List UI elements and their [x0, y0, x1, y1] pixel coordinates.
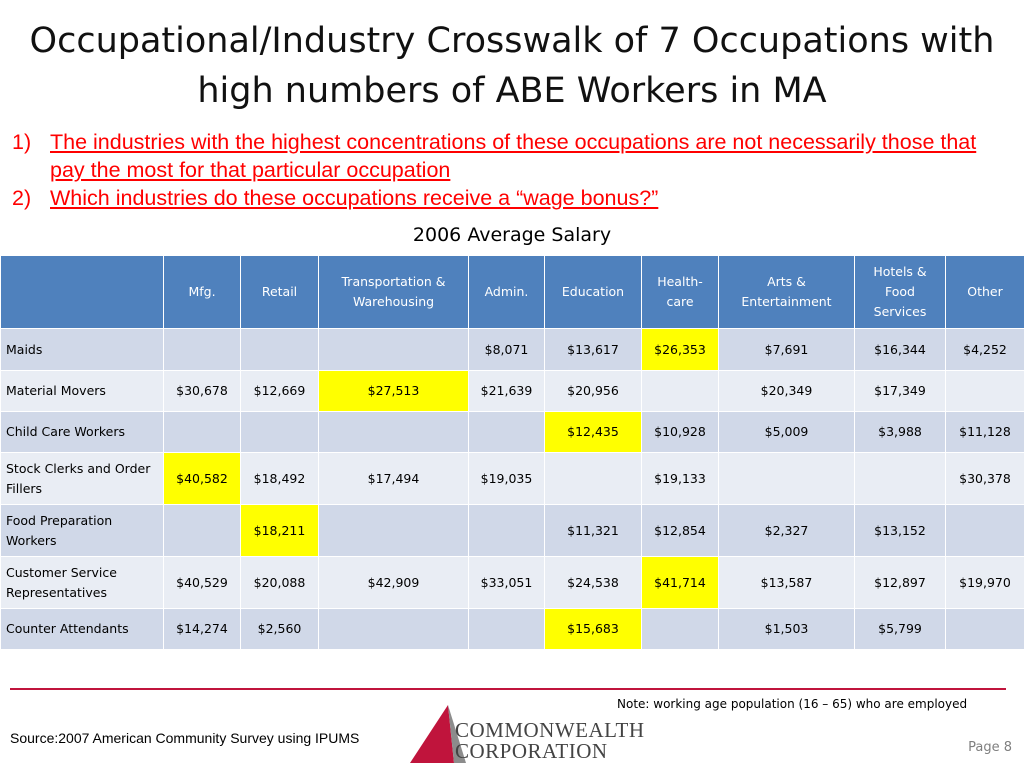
occupation-cell: Maids [1, 329, 164, 371]
occupation-cell: Material Movers [1, 371, 164, 412]
salary-cell [241, 412, 319, 453]
salary-cell: $7,691 [719, 329, 855, 371]
highlighted-salary-cell: $40,582 [164, 453, 241, 505]
highlighted-salary-cell: $15,683 [545, 609, 642, 650]
salary-cell: $17,494 [319, 453, 469, 505]
table-row [1, 505, 1024, 557]
logo-triangle-red [410, 705, 454, 763]
salary-cell: $30,678 [164, 371, 241, 412]
salary-cell: $13,152 [855, 505, 946, 557]
table-row [1, 329, 1024, 371]
salary-cell: $5,009 [719, 412, 855, 453]
header-transportation: Transportation & Warehousing [319, 256, 469, 329]
source-citation: Source:2007 American Community Survey using IPUMS [10, 730, 360, 746]
salary-cell: $19,133 [642, 453, 719, 505]
occupation-cell: Customer Service Representatives [1, 557, 164, 609]
occupation-cell: Counter Attendants [1, 609, 164, 650]
header-admin: Admin. [469, 256, 545, 329]
logo-line-1: COMMONWEALTH [455, 718, 645, 742]
occupation-cell: Food Preparation Workers [1, 505, 164, 557]
salary-cell: $16,344 [855, 329, 946, 371]
key-point-text: Which industries do these occupations receive a “wage bonus?” [50, 186, 659, 210]
title-line-1: Occupational/Industry Crosswalk of 7 Occupations with [29, 21, 995, 61]
header-education: Education [545, 256, 642, 329]
salary-cell: $13,617 [545, 329, 642, 371]
footnote: Note: working age population (16 – 65) who are employed [617, 697, 968, 711]
salary-cell [469, 609, 545, 650]
salary-cell: $30,378 [946, 453, 1024, 505]
salary-cell: $20,956 [545, 371, 642, 412]
salary-cell [545, 453, 642, 505]
key-point-number: 1) [12, 130, 32, 154]
salary-cell: $19,970 [946, 557, 1024, 609]
salary-cell: $21,639 [469, 371, 545, 412]
salary-cell [319, 412, 469, 453]
salary-cell [469, 505, 545, 557]
salary-cell [855, 453, 946, 505]
occupation-cell: Stock Clerks and Order Fillers [1, 453, 164, 505]
salary-cell: $4,252 [946, 329, 1024, 371]
salary-cell: $20,349 [719, 371, 855, 412]
salary-cell [319, 329, 469, 371]
salary-cell: $10,928 [642, 412, 719, 453]
salary-cell: $11,321 [545, 505, 642, 557]
salary-cell [164, 329, 241, 371]
salary-cell: $24,538 [545, 557, 642, 609]
salary-cell: $14,274 [164, 609, 241, 650]
slide-title [20, 16, 1004, 116]
salary-cell [946, 505, 1024, 557]
highlighted-salary-cell: $26,353 [642, 329, 719, 371]
key-points-list [12, 128, 1012, 212]
salary-cell [241, 329, 319, 371]
salary-cell: $20,088 [241, 557, 319, 609]
key-point-2 [12, 184, 1012, 212]
salary-cell [642, 609, 719, 650]
salary-cell: $13,587 [719, 557, 855, 609]
salary-cell: $33,051 [469, 557, 545, 609]
table-subtitle: 2006 Average Salary [412, 224, 612, 246]
table-row [1, 609, 1024, 650]
logo-line-2: CORPORATION [455, 739, 608, 763]
table-row [1, 453, 1024, 505]
salary-cell: $5,799 [855, 609, 946, 650]
salary-cell: $2,560 [241, 609, 319, 650]
salary-cell [319, 505, 469, 557]
salary-cell [164, 505, 241, 557]
header-corner [1, 256, 164, 329]
key-point-text: The industries with the highest concentrations of these occupations are not necessarily those that pay the most for that particular occupation [50, 130, 977, 182]
salary-cell [164, 412, 241, 453]
salary-cell [946, 371, 1024, 412]
salary-cell [642, 371, 719, 412]
occupation-cell: Child Care Workers [1, 412, 164, 453]
salary-cell [319, 609, 469, 650]
header-arts: Arts & Entertainment [719, 256, 855, 329]
key-point-1 [12, 128, 1012, 184]
page-number: Page 8 [968, 740, 1012, 755]
salary-cell [469, 412, 545, 453]
salary-cell: $19,035 [469, 453, 545, 505]
salary-cell: $42,909 [319, 557, 469, 609]
table-row [1, 557, 1024, 609]
logo-text [455, 720, 645, 762]
header-mfg: Mfg. [164, 256, 241, 329]
footer-divider [10, 688, 1006, 690]
salary-cell [946, 609, 1024, 650]
header-other: Other [946, 256, 1024, 329]
salary-cell: $12,897 [855, 557, 946, 609]
salary-cell: $17,349 [855, 371, 946, 412]
salary-cell: $12,669 [241, 371, 319, 412]
salary-cell: $40,529 [164, 557, 241, 609]
highlighted-salary-cell: $12,435 [545, 412, 642, 453]
highlighted-salary-cell: $18,211 [241, 505, 319, 557]
salary-cell [719, 453, 855, 505]
salary-cell: $8,071 [469, 329, 545, 371]
salary-cell: $2,327 [719, 505, 855, 557]
header-row [1, 256, 1024, 329]
table-row [1, 371, 1024, 412]
header-healthcare: Health-care [642, 256, 719, 329]
header-retail: Retail [241, 256, 319, 329]
table-row [1, 412, 1024, 453]
salary-table [0, 255, 1024, 650]
header-hotels-food: Hotels & Food Services [855, 256, 946, 329]
salary-cell: $1,503 [719, 609, 855, 650]
highlighted-salary-cell: $27,513 [319, 371, 469, 412]
salary-cell: $12,854 [642, 505, 719, 557]
highlighted-salary-cell: $41,714 [642, 557, 719, 609]
salary-cell: $18,492 [241, 453, 319, 505]
title-line-2: high numbers of ABE Workers in MA [197, 71, 827, 111]
salary-cell: $3,988 [855, 412, 946, 453]
salary-cell: $11,128 [946, 412, 1024, 453]
key-point-number: 2) [12, 186, 32, 210]
